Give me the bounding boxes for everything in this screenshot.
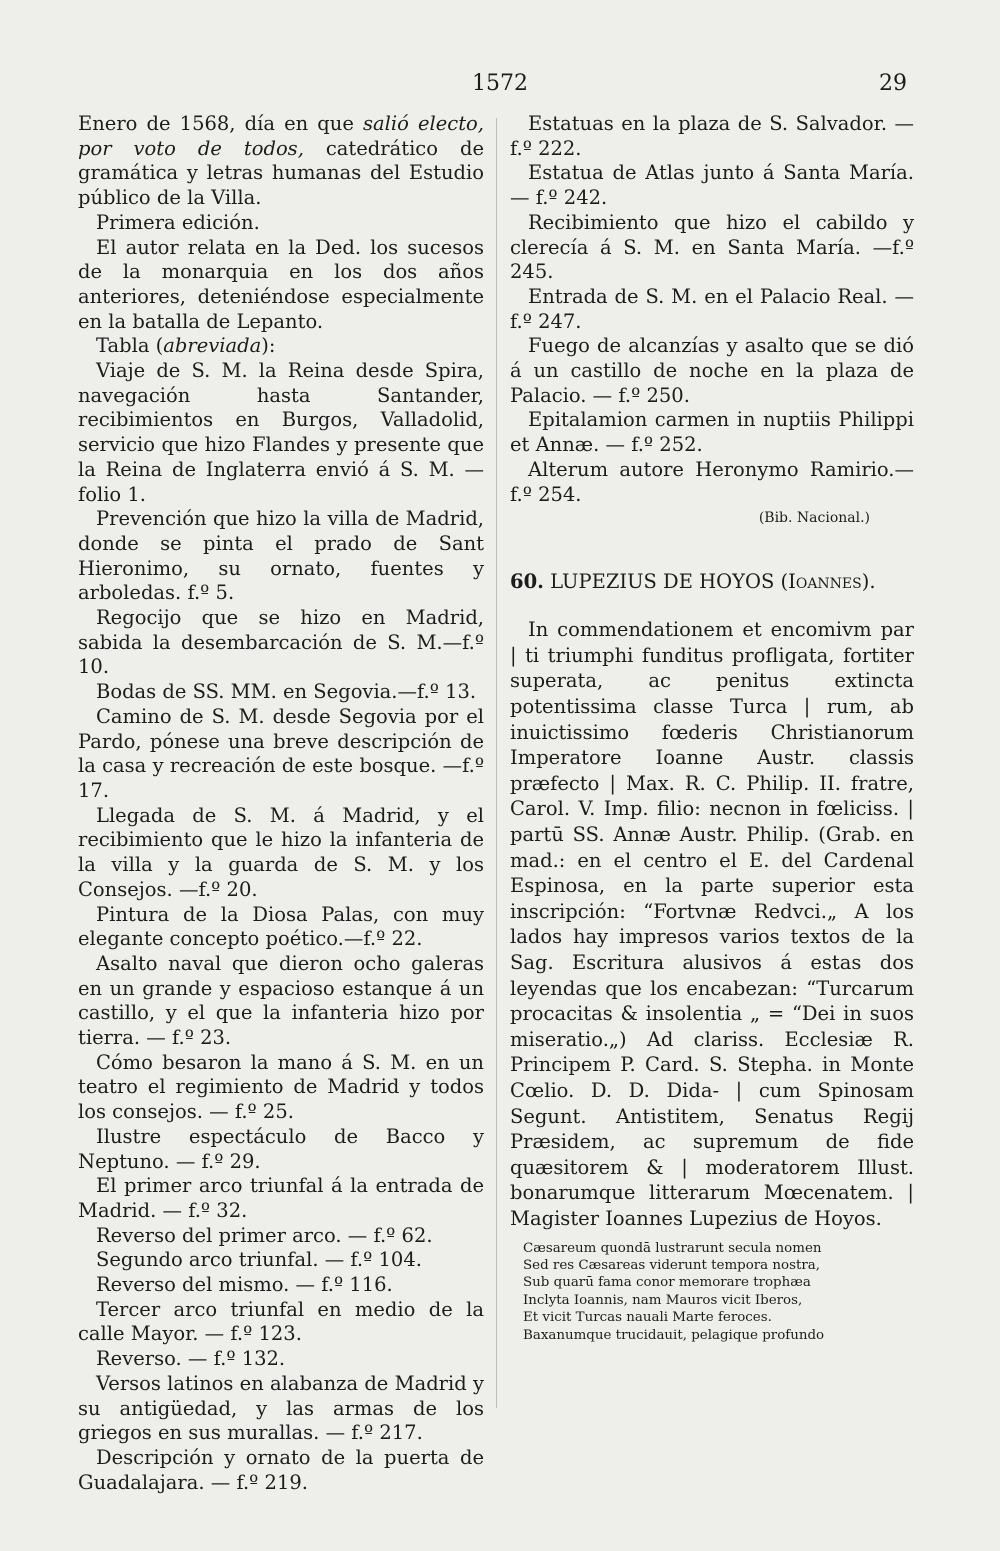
paragraph [78, 1224, 484, 1249]
entry-author-end: ). [861, 570, 876, 594]
paragraph [78, 334, 484, 359]
paragraph-italic: salió electo, por voto de todos, [78, 112, 484, 160]
entry-heading [510, 567, 914, 597]
paragraph [78, 1372, 484, 1446]
paragraph-text: Descripción y ornato de la puerta de Guadalajara. — f.º 219. [78, 1445, 484, 1494]
verse-line: Sed res Cæsareas viderunt tempora nostra, [523, 1257, 820, 1273]
paragraph [78, 1174, 484, 1223]
toc-item: Estatua de Atlas junto á Santa María. — f.º 242. [510, 161, 914, 210]
paragraph-text: Segundo arco triunfal. — f.º 104. [96, 1248, 422, 1272]
toc-item: Recibimiento que hizo el cabildo y clerecía á S. M. en Santa María. —f.º 245. [510, 210, 914, 284]
paragraph [78, 1248, 484, 1273]
latin-verses [510, 1240, 914, 1344]
verse-line: Cæsareum quondā lustrarunt secula nomen [523, 1240, 822, 1256]
paragraph-text: Cómo besaron la mano á S. M. en un teatro el regimiento de Madrid y todos los consejos. — f.º 25. [78, 1050, 484, 1124]
paragraph [78, 903, 484, 952]
table-of-contents-continued [510, 112, 914, 507]
paragraph [78, 112, 484, 211]
paragraph [78, 606, 484, 680]
paragraph [78, 804, 484, 903]
paragraph-text: El primer arco triunfal á la entrada de Madrid. — f.º 32. [78, 1174, 484, 1222]
paragraph-text: Primera edición. [96, 210, 260, 234]
toc-item: Epitalamion carmen in nuptiis Philippi et Annæ. — f.º 252. [510, 408, 914, 457]
paragraph-text: Tabla ( [96, 334, 164, 358]
paragraph-text: Regocijo que se hizo en Madrid, sabida la desembarcación de S. M.—f.º 10. [78, 606, 484, 679]
paragraph-text-end: ): [261, 334, 276, 358]
toc-item: Estatuas en la plaza de S. Salvador. — f.º 222. [510, 112, 914, 160]
paragraph [78, 359, 484, 507]
paragraph [78, 507, 484, 606]
paragraph-text: Reverso. — f.º 132. [96, 1347, 286, 1371]
left-column [78, 112, 484, 1495]
paragraph [78, 236, 484, 335]
paragraph-text: Versos latinos en alabanza de Madrid y su antigüedad, y las armas de los griegos en sus murallas. — f.º 217. [78, 1371, 484, 1445]
paragraph-text: Reverso del primer arco. — f.º 62. [96, 1223, 433, 1247]
entry-author: LUPEZIUS DE HOYOS ( [550, 570, 789, 594]
paragraph-text-end: catedrático de gramática y letras humanas del Estudio público de la Villa. [78, 136, 484, 210]
paragraph-text: Ilustre espectáculo de Bacco y Neptuno. — f.º 29. [78, 1124, 484, 1173]
paragraph-text: Viaje de S. M. la Reina desde Spira, navegación hasta Santander, recibimientos en Burgos, Valladolid, servicio que hizo Flandes y presente que la Reina de Inglaterra envió á S. M. — folio 1. [78, 359, 484, 506]
paragraph-text: Prevención que hizo la villa de Madrid, donde se pinta el prado de Sant Hieronimo, su ornato, fuentes y arboledas. f.º 5. [78, 507, 484, 605]
paragraph-text: Tercer arco triunfal en medio de la calle Mayor. — f.º 123. [78, 1297, 484, 1346]
verse-line: Sub quarū fama conor memorare trophæa [523, 1275, 811, 1291]
paragraph [78, 1051, 484, 1125]
paragraph [78, 1125, 484, 1174]
paragraph-text: Bodas de SS. MM. en Segovia.—f.º 13. [96, 680, 477, 704]
paragraph-text: El autor relata en la Ded. los sucesos de la monarquia en los dos años anteriores, deteniéndose especialmente en la batalla de Lepanto. [78, 235, 484, 333]
paragraph [78, 1298, 484, 1347]
library-source: (Bib. Nacional.) [758, 510, 870, 527]
running-header-year: 1572 [472, 71, 528, 96]
page-number: 29 [879, 71, 907, 96]
paragraph [78, 952, 484, 1051]
paragraph-text: Reverso del mismo. — f.º 116. [96, 1273, 393, 1297]
paragraph-text: Pintura de la Diosa Palas, con muy elegante concepto poético.—f.º 22. [78, 902, 484, 951]
entry-author-smallcaps: Ioannes [788, 570, 862, 594]
entry-description: In commendationem et encomivm par | ti triumphi funditus profligata, fortiter superata, ac penitus extincta potentissima classe Turca | rum, ab inuictissimo fœderis Christianorum Imperatore Ioanne Austr. classis præfecto | Max. R. C. Philip. II. fratre, Carol. V. Imp. filio: necnon in fœliciss. | partū SS. Annæ Austr. Philip. (Grab. en mad.: en el centro el E. del Cardenal Espinosa, en la parte superior esta inscripción: “Fortvnæ Redvci.„ A los lados hay impresos varios textos de la Sag. Escritura alusivos á estas dos leyendas que los encabezan: “Turcarum procacitas & insolentia „ = “Dei in suos miseratio.„) Ad clariss. Ecclesiæ R. Principem P. Card. S. Stepha. in Monte Cœlio. D. D. Dida- | cum Spinosam Segunt. Antistitem, Senatus Regij Præsidem, ac supremum de fide quæsitorem & | moderatorem Illust. bonarumque litterarum Mœcenatem. | Magister Ioannes Lupezius de Hoyos. [510, 618, 914, 1230]
paragraph-text: Asalto naval que dieron ocho galeras en un grande y espacioso estanque á un castillo, y el que la infanteria hizo por tierra. — f.º 23. [78, 951, 484, 1050]
paragraph [78, 705, 484, 804]
paragraph [78, 680, 484, 705]
column-divider [496, 118, 497, 1408]
toc-item: Fuego de alcanzías y asalto que se dió á un castillo de noche en la plaza de Palacio. — f.º 250. [510, 334, 914, 407]
verse-line: Inclyta Ioannis, nam Mauros vicit Iberos, [523, 1292, 803, 1308]
paragraph [78, 1446, 484, 1495]
toc-item: Entrada de S. M. en el Palacio Real. — f.º 247. [510, 284, 914, 333]
toc-item: Alterum autore Heronymo Ramirio.— f.º 254. [510, 457, 914, 506]
right-column [510, 112, 914, 1344]
paragraph [78, 211, 484, 236]
paragraph-text: Camino de S. M. desde Segovia por el Pardo, pónese una breve descripción de la casa y recreación de este bosque. —f.º 17. [78, 704, 484, 802]
paragraph-text: Llegada de S. M. á Madrid, y el recibimiento que le hizo la infanteria de la villa y la guarda de S. M. y los Consejos. —f.º 20. [78, 803, 484, 901]
paragraph-italic: abreviada [163, 334, 262, 358]
verse-line: Baxanumque trucidauit, pelagique profundo [523, 1327, 825, 1343]
paragraph [78, 1347, 484, 1372]
entry-number: 60. [510, 570, 544, 594]
paragraph [78, 1273, 484, 1298]
paragraph-text: Enero de 1568, día en que [78, 112, 364, 135]
verse-line: Et vicit Turcas nauali Marte feroces. [523, 1310, 772, 1326]
